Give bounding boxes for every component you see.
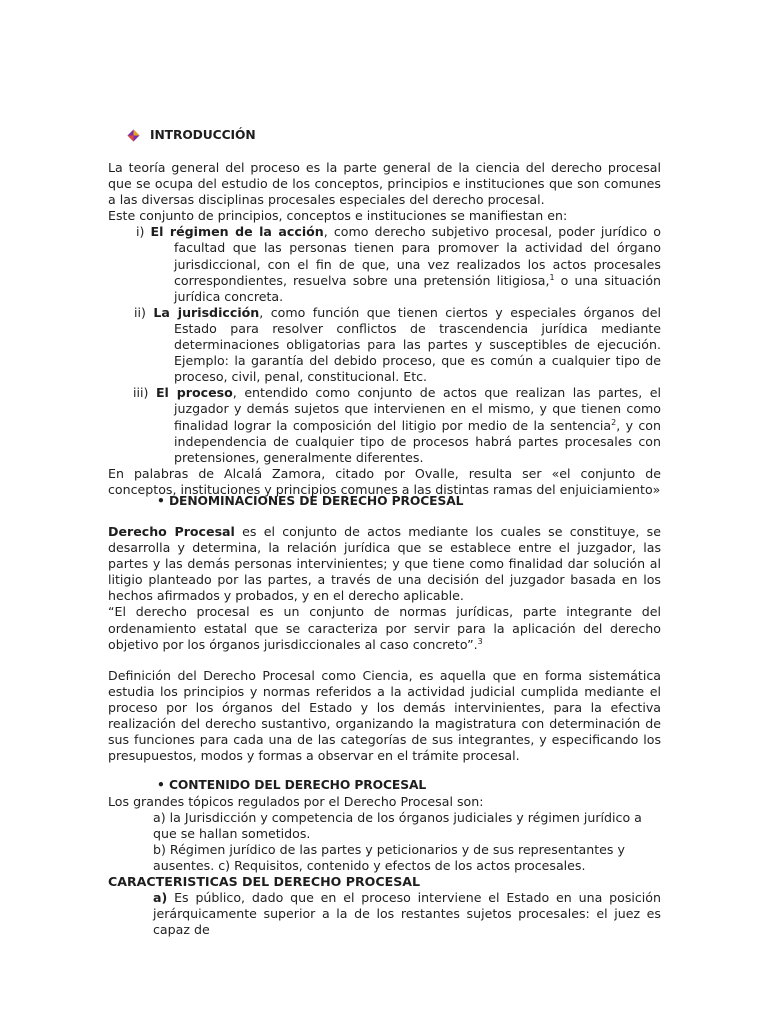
caracteristicas-heading: CARACTERISTICAS DEL DERECHO PROCESAL [108,874,421,889]
definition-quote [108,604,661,652]
item-text: , como función que tienen ciertos y especiales órganos del Estado para resolver conflictos de trascendencia jurídica mediante determinaciones obligatorias para las partes y susceptibles de ejecución. Ejemplo: la garantía del debido proceso, que es común a cualquier tipo de proceso, civil, penal, constitucional. Etc. [174,304,661,385]
contenido-item-a: a) la Jurisdicción y competencia de los órganos judiciales y régimen jurídico a que se hallan sometidos. [153,810,642,842]
intro-item-proceso [108,385,661,465]
item-label: a) [153,890,168,906]
ciencia-paragraph: Definición del Derecho Procesal como Ciencia, es aquella que en forma sistemática estudia los principios y normas referidos a la actividad judicial cumplida mediante el proceso por los órganos del Estado y los demás intervinientes, para la efectiva realización del derecho sustantivo, organizando la magistratura con determinación de sus funciones para cada una de las categorías de sus integrantes, y especificando los presupuestos, modos y formas a observar en el trámite procesal. [108,668,661,764]
denominaciones-section [108,524,661,653]
footnote-ref: 1 [549,272,555,282]
item-text-end: , y con independencia de cualquier tipo de procesos habrá partes procesales con pretensiones, generalmente diferentes. [174,417,661,465]
intro-heading: INTRODUCCIÓN [150,128,256,142]
intro-item-accion [108,224,661,304]
item-number: ii) [134,304,146,320]
bullet-diamond-icon [127,129,140,142]
intro-lead: Este conjunto de principios, conceptos e instituciones se manifiestan en: [108,208,568,224]
quote-text: “El derecho procesal es un conjunto de normas jurídicas, parte integrante del ordenamiento estatal que se caracteriza por servir para la aplicación del derecho objetivo por los órganos jurisdiccionales al caso concreto”. [108,604,661,652]
denominaciones-heading: • DENOMINACIONES DE DERECHO PROCESAL [157,494,464,508]
intro-closing: En palabras de Alcalá Zamora, citado por Ovalle, resulta ser «el conjunto de conceptos, instituciones y principios comunes a las distintas ramas del enjuiciamiento» [108,465,661,497]
definition-paragraph [108,524,661,604]
intro-paragraph: La teoría general del proceso es la parte general de la ciencia del derecho procesal que se ocupa del estudio de los conceptos, principios e instituciones que son comunes a las diversas disciplinas procesales especiales del derecho procesal. [108,160,661,208]
item-text: , como derecho subjetivo procesal, poder jurídico o facultad que las personas tienen para promover la actividad del órgano jurisdiccional, con el fin de que, una vez realizados los actos procesales correspondientes, resuelva sobre una pretensión litigiosa, [174,224,661,288]
contenido-lead: Los grandes tópicos regulados por el Derecho Procesal son: [108,794,484,809]
item-term: El régimen de la acción [150,224,324,240]
item-term: La jurisdicción [153,304,260,320]
contenido-item-b: b) Régimen jurídico de las partes y peticionarios y de sus representantes y ausentes. c) Requisitos, contenido y efectos de los actos procesales. [153,842,625,874]
contenido-section [108,794,661,874]
item-number: iii) [133,385,149,401]
footnote-ref: 3 [477,636,483,646]
caracteristicas-section [108,874,661,938]
item-text: , entendido como conjunto de actos que realizan las partes, el juzgador y demás sujetos que intervienen en el mismo, y que tienen como finalidad lograr la composición del litigio por medio de la sentencia [174,385,661,433]
item-term: El proceso [155,385,233,401]
item-number: i) [136,224,145,240]
definition-text: es el conjunto de actos mediante los cuales se constituye, se desarrolla y determina, la relación jurídica que se establece entre el juzgador, las partes y las demás personas intervinientes; y que tiene como finalidad dar solución al litigio planteado por las partes, a través de una decisión del juzgador basada en los hechos afirmados y probados, y en el derecho aplicable. [108,524,661,604]
footnote-ref: 2 [611,417,617,427]
intro-item-jurisdiccion [108,305,661,385]
item-text-end: o una situación jurídica concreta. [174,272,662,304]
caracteristicas-item-a [108,890,661,938]
item-text: Es público, dado que en el proceso interviene el Estado en una posición jerárquicamente superior a la de los restantes sujetos procesales: el juez es capaz de [153,890,661,938]
intro-section [108,160,661,498]
definition-term: Derecho Procesal [108,524,235,539]
contenido-heading: • CONTENIDO DEL DERECHO PROCESAL [157,778,427,792]
